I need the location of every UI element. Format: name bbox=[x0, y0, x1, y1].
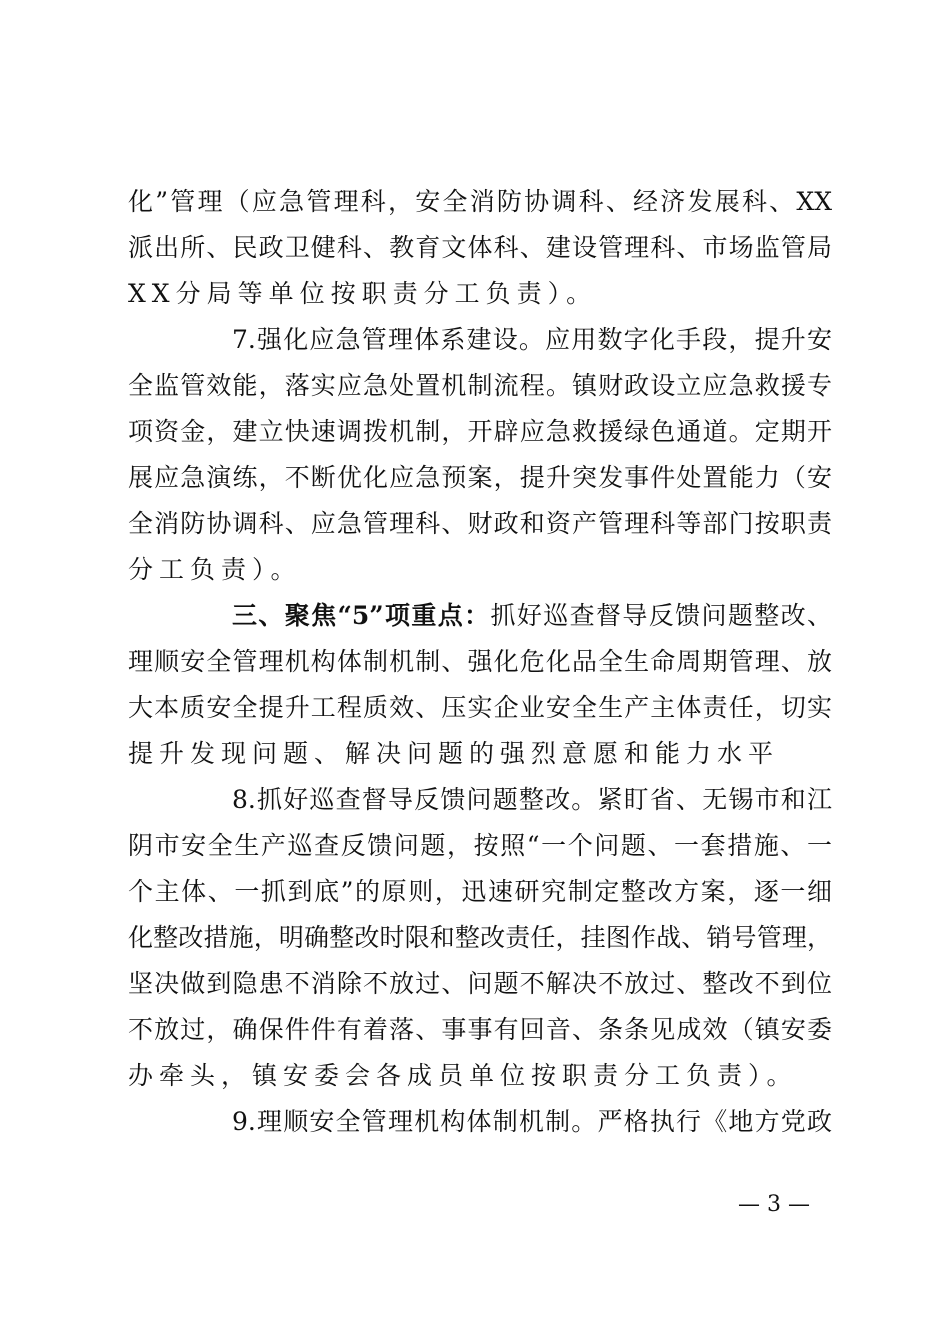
text-line: 坚决做到隐患不消除不放过、问题不解决不放过、整改不到位 bbox=[128, 969, 832, 998]
text-line: 派出所、民政卫健科、教育文体科、建设管理科、市场监管局 bbox=[128, 233, 832, 262]
section-heading: 三、聚焦“5”项重点： bbox=[232, 601, 491, 630]
text-line: 全消防协调科、应急管理科、财政和资产管理科等部门按职责 bbox=[128, 509, 832, 538]
text-line: 不放过，确保件件有着落、事事有回音、条条见成效（镇安委 bbox=[128, 1015, 832, 1044]
text-line: 理顺安全管理机构体制机制、强化危化品全生命周期管理、放 bbox=[128, 647, 832, 676]
text-line: 项资金，建立快速调拨机制，开辟应急救援绿色通道。定期开 bbox=[128, 417, 832, 446]
section-heading-text: 抓好巡查督导反馈问题整改、 bbox=[490, 601, 832, 630]
text-line: 展应急演练，不断优化应急预案，提升突发事件处置能力（安 bbox=[128, 463, 832, 492]
section-heading-line bbox=[232, 593, 832, 639]
item-9-title-line: 9.理顺安全管理机构体制机制。严格执行《地方党政 bbox=[232, 1107, 832, 1136]
page-number: — 3 — bbox=[738, 1192, 810, 1217]
text-line: 化整改措施，明确整改时限和整改责任，挂图作战、销号管理， bbox=[128, 923, 832, 952]
text-line: 分工负责）。 bbox=[128, 555, 302, 584]
text-line: 全监管效能，落实应急处置机制流程。镇财政设立应急救援专 bbox=[128, 371, 832, 400]
text-line: XX分局等单位按职责分工负责）。 bbox=[128, 279, 598, 308]
text-line: 阴市安全生产巡查反馈问题，按照“一个问题、一套措施、一 bbox=[128, 831, 832, 860]
text-line: 大本质安全提升工程质效、压实企业安全生产主体责任，切实 bbox=[128, 693, 832, 722]
text-line: 化”管理（应急管理科，安全消防协调科、经济发展科、XX bbox=[128, 187, 832, 216]
item-8-title-line: 8.抓好巡查督导反馈问题整改。紧盯省、无锡市和江 bbox=[232, 785, 832, 814]
text-line: 个主体、一抓到底”的原则，迅速研究制定整改方案，逐一细 bbox=[128, 877, 832, 906]
text-line: 提升发现问题、解决问题的强烈意愿和能力水平 bbox=[128, 739, 780, 768]
text-line: 办牵头，镇安委会各成员单位按职责分工负责）。 bbox=[128, 1061, 798, 1090]
item-7-title-line: 7.强化应急管理体系建设。应用数字化手段，提升安 bbox=[232, 325, 832, 354]
